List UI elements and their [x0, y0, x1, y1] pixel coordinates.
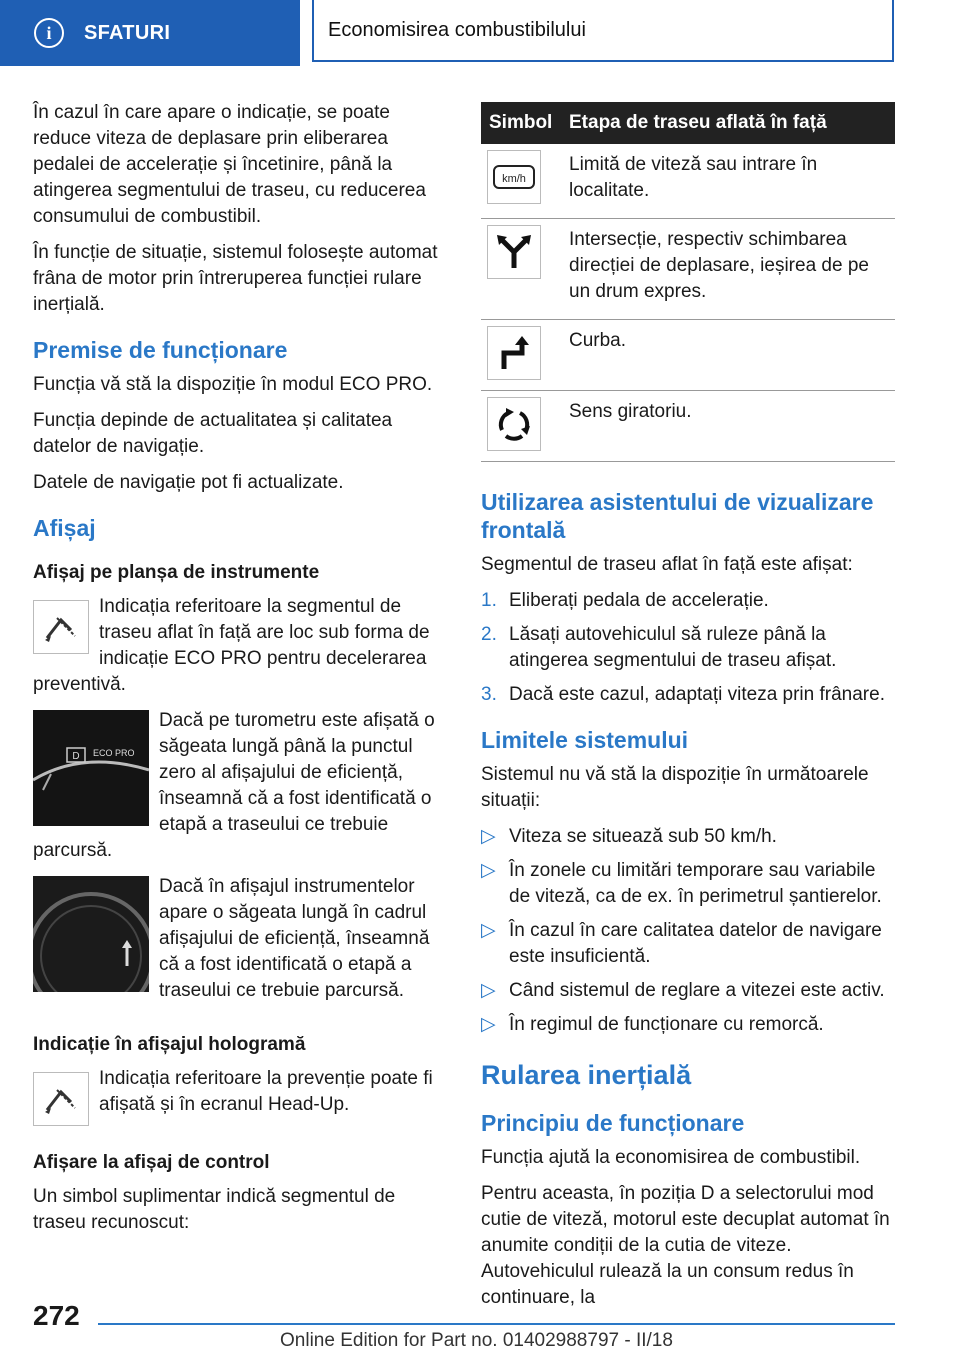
- list-item: 1. Eliberați pedala de accelerație.: [481, 590, 769, 611]
- table-cell: Intersecție, respectiv schimbarea direcției de deplasare, ieșirea de pe un drum expres.: [561, 219, 895, 320]
- info-icon: i: [34, 18, 64, 48]
- edition-note: Online Edition for Part no. 01402988797 - II/18: [280, 1330, 673, 1351]
- chapter-title: Economisirea combustibilului: [328, 18, 586, 41]
- paragraph: Dacă pe turometru este afișată o săgeata lungă până la punctul zero al afișajului de eficiență, înseamnă că a fost identificată o etapă a traseului ce trebuie parcursă.: [33, 710, 435, 861]
- triangle-bullet-icon: ▷: [481, 826, 496, 847]
- roundabout-icon: [487, 397, 541, 451]
- heading-afisaj: Afișaj: [33, 515, 96, 541]
- gear-label: D: [72, 751, 80, 762]
- paragraph: Un simbol suplimentar indică segmentul de traseu recunoscut:: [33, 1186, 396, 1233]
- table-cell: Sens giratoriu.: [561, 391, 895, 462]
- paragraph: Funcția depinde de actualitatea și calitatea datelor de navigație.: [33, 410, 393, 457]
- table-header-stage: Etapa de traseu aflată în față: [561, 102, 895, 144]
- triangle-bullet-icon: ▷: [481, 860, 496, 881]
- paragraph: În funcție de situație, sistemul folosește automat frâna de motor prin întreruperea funcției rulare inerțială.: [33, 242, 438, 315]
- list-item: ▷ În cazul în care calitatea datelor de navigare este insuficientă.: [481, 918, 895, 970]
- heading-hud: Utilizarea asistentului de vizualizare frontală: [481, 489, 874, 543]
- table-row: [481, 391, 895, 462]
- eco-pro-anticipation-icon: [33, 600, 89, 654]
- heading-principiu: Principiu de funcționare: [481, 1110, 745, 1136]
- limits-list: [481, 824, 895, 1038]
- paragraph: În cazul în care apare o indicație, se poate reduce viteza de deplasare prin eliberarea pedalei de accelerație și încetinire, până la atingerea segmentului de traseu, cu reducerea consumului de combustibil.: [33, 102, 426, 227]
- triangle-bullet-icon: ▷: [481, 1014, 496, 1035]
- table-header-symbol: Simbol: [481, 102, 561, 144]
- list-item: ▷ Când sistemul de reglare a vitezei este activ.: [481, 978, 895, 1004]
- paragraph: Datele de navigație pot fi actualizate.: [33, 472, 344, 493]
- footer-divider: [98, 1323, 895, 1325]
- right-column: [481, 100, 895, 1321]
- page-number: 272: [33, 1300, 80, 1331]
- list-item: ▷ Viteza se situează sub 50 km/h.: [481, 824, 895, 850]
- list-item: ▷ În zonele cu limitări temporare sau variabile de viteză, ca de ex. în perimetrul șantierelor.: [481, 858, 895, 910]
- paragraph: Dacă în afișajul instrumentelor apare o săgeata lungă în cadrul afișajului de eficiență, înseamnă că a fost identificată o etapă a traseului ce trebuie parcursă.: [159, 876, 430, 1001]
- kmh-sign-icon: [487, 150, 541, 204]
- table-row: [481, 219, 895, 320]
- paragraph: Pentru aceasta, în poziția D a selectorului mod cutie de viteză, motorul este decuplat automat în anumite condiții de la cutia de viteze. Autovehiculul rulează la un consum redus în continuare, la: [481, 1183, 890, 1308]
- left-column: [33, 100, 449, 1246]
- triangle-bullet-icon: ▷: [481, 920, 496, 941]
- chapter-header: [312, 0, 894, 62]
- section-tab: [0, 0, 300, 66]
- table-row: [481, 144, 895, 219]
- eco-pro-label: ECO PRO: [93, 748, 135, 758]
- paragraph: Indicația referitoare la prevenție poate fi afișată și în ecranul Head-Up.: [99, 1068, 433, 1115]
- list-item: 2. Lăsați autovehiculul să ruleze până la atingerea segmentului de traseu afișat.: [481, 624, 837, 671]
- list-item: 3. Dacă este cazul, adaptați viteza prin frânare.: [481, 684, 885, 705]
- table-header-row: [481, 102, 895, 144]
- paragraph: Indicația referitoare la segmentul de traseu aflat în față are loc sub forma de indicație ECO PRO pentru decelerarea preventivă.: [33, 596, 430, 695]
- heading-rulare: Rularea inerțială: [481, 1060, 692, 1090]
- list-item: ▷ În regimul de funcționare cu remorcă.: [481, 1012, 895, 1038]
- intersection-icon: [487, 225, 541, 279]
- steps-list: [481, 588, 895, 708]
- paragraph: Segmentul de traseu aflat în față este afișat:: [481, 554, 853, 575]
- kmh-label: km/h: [502, 173, 526, 185]
- eco-pro-anticipation-icon: [33, 1072, 89, 1126]
- symbol-table: [481, 102, 895, 462]
- heading-holo: Indicație în afișajul hologramă: [33, 1034, 306, 1055]
- paragraph: Funcția ajută la economisirea de combustibil.: [481, 1147, 861, 1168]
- table-row: [481, 320, 895, 391]
- heading-plansa: Afișaj pe planșa de instrumente: [33, 562, 320, 583]
- tachometer-efficiency-photo: [33, 710, 149, 826]
- heading-control: Afișare la afișaj de control: [33, 1152, 270, 1173]
- table-cell: Curba.: [561, 320, 895, 391]
- section-title: SFATURI: [84, 21, 171, 44]
- curve-icon: [487, 326, 541, 380]
- paragraph: Funcția vă stă la dispoziție în modul ECO PRO.: [33, 374, 433, 395]
- heading-limits: Limitele sistemului: [481, 727, 689, 753]
- triangle-bullet-icon: ▷: [481, 980, 496, 1001]
- heading-premise: Premise de funcționare: [33, 337, 288, 363]
- table-cell: Limită de viteză sau intrare în localitate.: [561, 144, 895, 219]
- paragraph: Sistemul nu vă stă la dispoziție în următoarele situații:: [481, 764, 869, 811]
- instrument-cluster-photo: [33, 876, 149, 992]
